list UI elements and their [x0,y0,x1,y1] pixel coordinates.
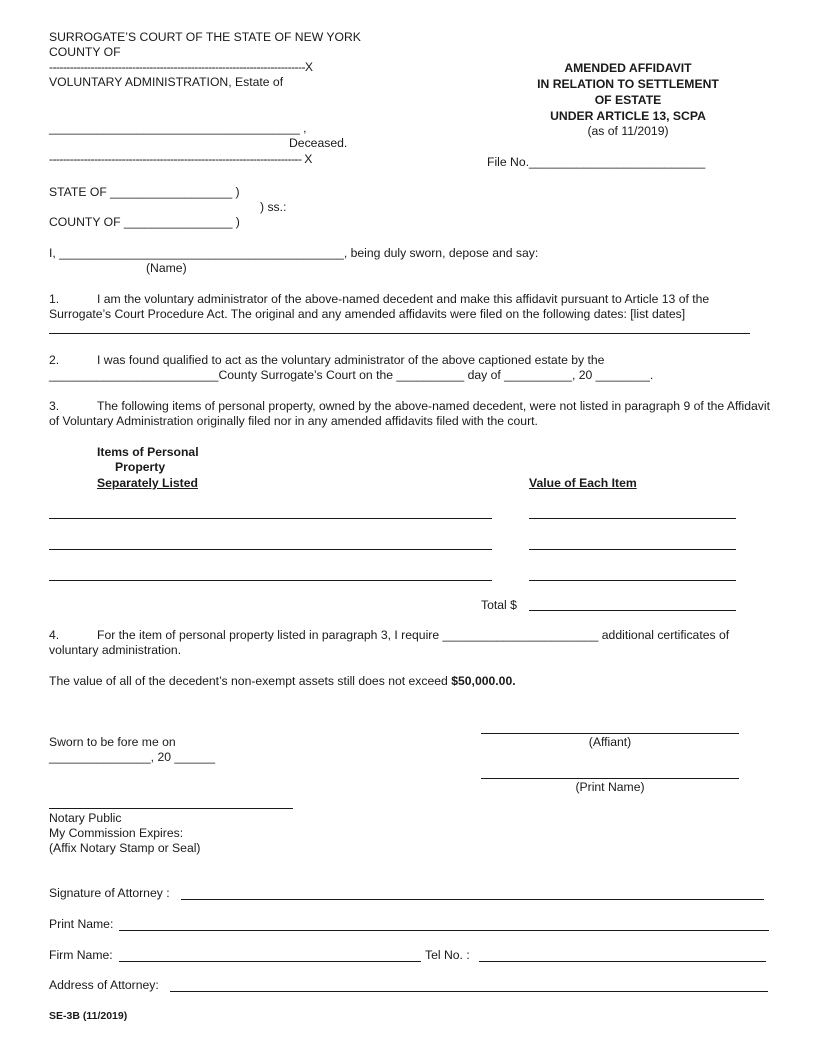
form-id: SE-3B (11/2019) [49,1010,128,1022]
state-of-field[interactable]: STATE OF __________________ ) [49,185,240,199]
firm-name-line[interactable] [119,961,421,962]
notary-stamp-label: (Affix Notary Stamp or Seal) [49,841,201,855]
item-line-1[interactable] [49,518,492,519]
file-number-field[interactable]: File No.__________________________ [487,155,706,169]
commission-expires-label: My Commission Expires: [49,826,184,840]
attorney-address-line[interactable] [170,991,768,992]
paragraph-3 [49,399,771,429]
value-statement [49,674,516,689]
paragraph-1-text: I am the voluntary administrator of the above-named decedent and make this affidavit pursuant to Article 13 of the Surrogate’s Court Procedure Act. The original and any amended affidavits were filed on the following dates: [list dates] [49,292,710,321]
paragraph-4-number: 4. [49,628,60,642]
paragraph-3-text: The following items of personal property, owned by the above-named decedent, were not listed in paragraph 9 of the Affidavit of Voluntary Administration originally filed nor in any amended affidavits filed with the court. [49,399,770,428]
items-header-line2: Property [115,460,166,474]
name-caption: (Name) [146,261,187,275]
form-revision: (as of 11/2019) [587,124,669,138]
value-line-3[interactable] [529,580,736,581]
affiant-caption: (Affiant) [588,735,632,749]
decedent-name-blank[interactable]: _____________________________________ , [49,121,307,135]
sworn-date-field[interactable]: _______________, 20 ______ [49,750,216,764]
paragraph-2 [49,353,604,368]
caption-dash-line-top: --------------------------------------------------------------------------X [49,60,313,74]
firm-name-label: Firm Name: [49,948,113,962]
court-county: COUNTY OF [49,45,121,59]
value-line-1[interactable] [529,518,736,519]
notary-signature-line[interactable] [49,808,293,809]
paragraph-2-number: 2. [49,353,60,367]
attorney-signature-line[interactable] [181,899,764,900]
affiant-name-line[interactable]: I, __________________________________________, being duly sworn, depose and say: [49,246,539,260]
attorney-print-name-label: Print Name: [49,917,114,931]
deceased-label: Deceased. [289,136,348,150]
items-header-line1: Items of Personal [97,445,199,459]
value-line-2[interactable] [529,549,736,550]
ss-label: ) ss.: [260,200,287,214]
value-header: Value of Each Item [529,476,637,490]
total-line[interactable] [529,610,736,611]
caption-dash-line-bottom: ------------------------------------------------------------------------- X [49,152,312,166]
value-statement-text: The value of all of the decedent’s non-exempt assets still does not exceed [49,674,452,688]
value-statement-amount: $50,000.00. [451,674,516,688]
paragraph-4-text: For the item of personal property listed in paragraph 3, I require _______________________ additional certificates of voluntary administration. [49,628,730,657]
sworn-label: Sworn to be fore me on [49,735,176,749]
tel-no-line[interactable] [479,961,766,962]
dates-line[interactable] [49,333,750,334]
attorney-address-label: Address of Attorney: [49,978,159,992]
form-title-line2: IN RELATION TO SETTLEMENT [537,77,719,91]
tel-no-label: Tel No. : [425,948,470,962]
form-title-line3: OF ESTATE [594,93,662,107]
print-name-caption: (Print Name) [575,780,645,794]
item-line-3[interactable] [49,580,492,581]
paragraph-4 [49,628,771,658]
estate-matter: VOLUNTARY ADMINISTRATION, Estate of [49,75,284,89]
total-label: Total $ [481,598,517,612]
paragraph-2-line1: I was found qualified to act as the voluntary administrator of the above captioned estate by the [97,353,605,367]
form-title-line4: UNDER ARTICLE 13, SCPA [550,109,706,123]
attorney-print-name-line[interactable] [119,930,769,931]
notary-public-label: Notary Public [49,811,122,825]
paragraph-1 [49,292,771,322]
paragraph-3-number: 3. [49,399,60,413]
court-name: SURROGATE’S COURT OF THE STATE OF NEW YORK [49,30,361,44]
item-line-2[interactable] [49,549,492,550]
affiant-signature-line[interactable] [481,733,739,734]
county-of-field[interactable]: COUNTY OF ________________ ) [49,215,240,229]
items-header-line3: Separately Listed [97,476,198,490]
print-name-line[interactable] [481,778,739,779]
attorney-signature-label: Signature of Attorney : [49,886,170,900]
paragraph-1-number: 1. [49,292,60,306]
paragraph-2-line2[interactable]: _________________________County Surrogate’s Court on the __________ day of __________, 20 ________. [49,368,654,382]
form-title-line1: AMENDED AFFIDAVIT [564,61,692,75]
